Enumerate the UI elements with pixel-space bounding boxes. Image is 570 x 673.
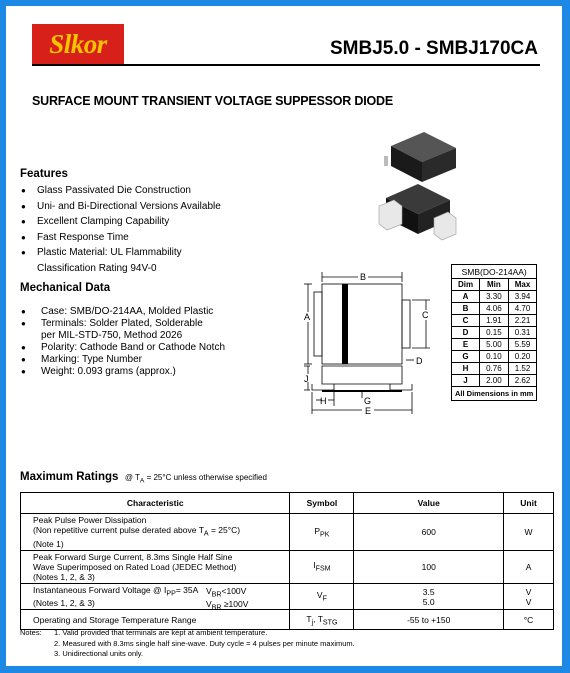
list-item: ● Case: SMB/DO-214AA, Molded Plastic	[20, 306, 225, 318]
dim-label-b: B	[360, 272, 367, 282]
dimensions-table	[451, 264, 537, 401]
header-rule	[32, 64, 540, 66]
note-item: 2. Measured with 8.3ms single half sine-wave. Duty cycle = 4 pulses per minute maximum.	[54, 638, 355, 648]
table-header: Characteristic	[21, 493, 290, 514]
table-header: Max	[508, 279, 537, 291]
table-header: Min	[480, 279, 509, 291]
table-row: J 2.00 2.62	[452, 375, 537, 387]
note-item: 3. Unidirectional units only.	[54, 649, 144, 658]
dim-label-h: H	[320, 396, 327, 406]
list-item: ● Marking: Type Number	[20, 354, 225, 366]
table-row: Instantaneous Forward Voltage @ $I_{PP}= 35A$ (Notes 1, 2, & 3) $V_{BR}<100V$ $V_{BR} \ge 100V$ $V_F$ 3.5 5.0 V V	[21, 583, 554, 610]
notes-label: Notes:	[20, 628, 42, 637]
table-header: Symbol	[290, 493, 354, 514]
list-item: ● Plastic Material: UL Flammability	[20, 245, 221, 261]
dimensions-table-footer: All Dimensions in mm	[452, 387, 537, 401]
dim-label-a: A	[304, 312, 311, 322]
table-row: B 4.06 4.70	[452, 303, 537, 315]
features-list	[20, 183, 221, 276]
component-package-image	[376, 126, 466, 241]
dim-label-c: C	[422, 310, 429, 320]
dimensions-table-title: SMB(DO-214AA)	[452, 265, 537, 279]
table-row: Peak Forward Surge Current, 8.3ms Single Half Sine Wave Superimposed on Rated Load (JEDEC Method) (Notes 1, 2, & 3) $I_{FSM}$ 100 A	[21, 550, 554, 583]
part-number-title: SMBJ5.0 - SMBJ170CA	[329, 38, 538, 59]
table-row: Peak Pulse Power Dissipation (Non repetitive current pulse derated above $T_A = 25^\circ C$) (Note 1) $P_{PK}$ 600 W	[21, 514, 554, 551]
dim-label-e: E	[365, 406, 372, 416]
list-item: ● Glass Passivated Die Construction	[20, 183, 221, 199]
list-item-continuation: per MIL-STD-750, Method 2026	[41, 330, 183, 341]
max-ratings-heading: Maximum Ratings @ $T_A = 25^\circ C$ unless otherwise specified	[20, 471, 267, 485]
document-subtitle: SURFACE MOUNT TRANSIENT VOLTAGE SUPPESSOR DIODE	[32, 94, 393, 108]
brand-logo-text: Slkor	[49, 28, 107, 59]
list-item: ● Weight: 0.093 grams (approx.)	[20, 366, 225, 378]
table-row: D 0.15 0.31	[452, 327, 537, 339]
note-item: 1. Valid provided that terminals are kept at ambient temperature.	[54, 628, 268, 637]
table-row: G 0.10 0.20	[452, 351, 537, 363]
datasheet-page	[6, 6, 562, 666]
package-outline-diagram	[302, 264, 442, 424]
max-ratings-table	[20, 492, 554, 630]
table-row: E 5.00 5.59	[452, 339, 537, 351]
table-row: H 0.76 1.52	[452, 363, 537, 375]
table-row: Operating and Storage Temperature Range $T_j$, $T_{STG}$ -55 to +150 °C	[21, 610, 554, 630]
mechanical-list	[20, 306, 225, 378]
features-heading: Features	[20, 168, 68, 180]
notes-section	[20, 628, 355, 660]
mechanical-heading: Mechanical Data	[20, 282, 111, 294]
table-header: Dim	[452, 279, 480, 291]
dim-label-j: J	[304, 374, 309, 384]
list-item: ● Fast Response Time	[20, 230, 221, 246]
list-item: ● Terminals: Solder Plated, Solderable	[20, 318, 225, 330]
list-item: ● Polarity: Cathode Band or Cathode Notch	[20, 342, 225, 354]
list-item: ● Excellent Clamping Capability	[20, 214, 221, 230]
table-header: Unit	[504, 493, 554, 514]
dim-label-d: D	[416, 356, 423, 366]
table-header: Value	[354, 493, 504, 514]
brand-logo	[32, 24, 124, 64]
list-item-continuation: Classification Rating 94V-0	[37, 262, 157, 274]
max-ratings-condition: @ $T_A = 25^\circ C$ unless otherwise specified	[124, 473, 267, 485]
dim-label-g: G	[364, 396, 372, 406]
table-row: C 1.91 2.21	[452, 315, 537, 327]
table-row: A 3.30 3.94	[452, 291, 537, 303]
list-item: ● Uni- and Bi-Directional Versions Available	[20, 199, 221, 215]
